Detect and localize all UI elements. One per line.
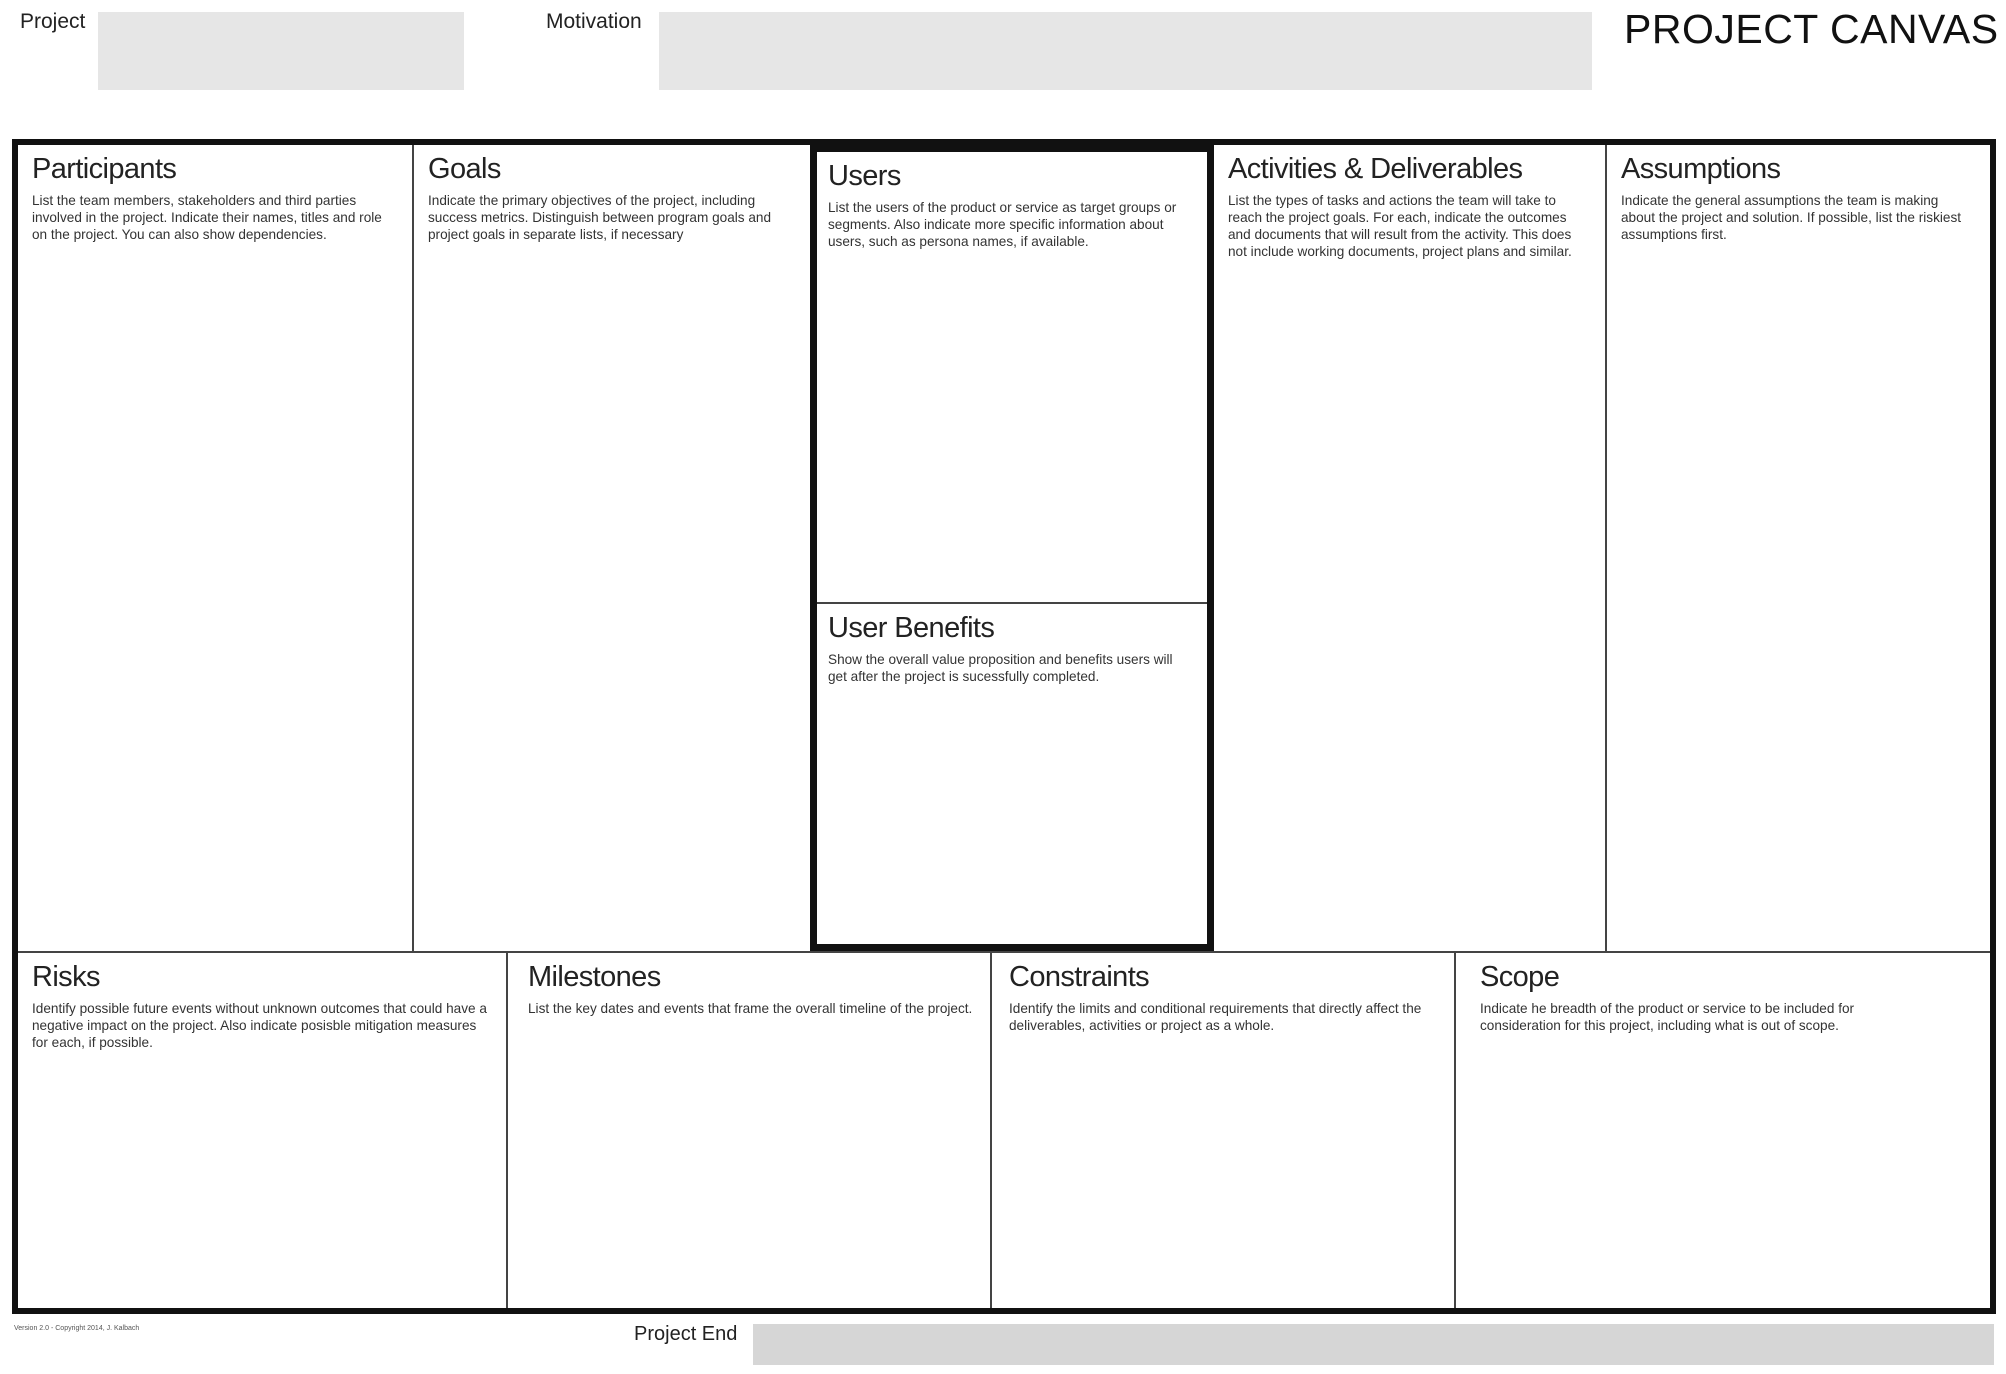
participants-section [18,145,414,951]
risks-notes[interactable] [32,1063,492,1294]
risks-title: Risks [32,961,100,993]
motivation-input[interactable] [659,12,1592,90]
project-canvas-grid [12,139,1996,1314]
goals-section [414,145,810,951]
user-benefits-section [817,604,1207,944]
users-notes[interactable] [831,252,1193,588]
scope-section [1456,951,1990,1308]
users-title: Users [828,160,901,192]
assumptions-section [1607,145,1990,951]
scope-description: Indicate he breadth of the product or service to be included for consideration for this project, including what is out of scope. [1480,1001,1855,1034]
project-end-label: Project End [634,1323,738,1345]
assumptions-notes[interactable] [1621,295,1976,937]
user-benefits-description: Show the overall value proposition and benefits users will get after the project is sucessfully completed. [828,652,1173,685]
goals-description: Indicate the primary objectives of the project, including success metrics. Distinguish between program goals and project goals in separate lists, if necessary [428,193,772,243]
constraints-section [992,951,1456,1308]
user-benefits-title: User Benefits [828,612,995,644]
milestones-section [508,951,992,1308]
participants-title: Participants [32,153,177,185]
constraints-description: Identify the limits and conditional requirements that directly affect the deliverables, activities or project as a whole. [1009,1001,1422,1034]
milestones-title: Milestones [528,961,661,993]
scope-notes[interactable] [1470,1063,1976,1294]
risks-section [18,951,508,1308]
users-description: List the users of the product or service as target groups or segments. Also indicate more specific information about users, such as persona names, if available. [828,200,1177,250]
constraints-notes[interactable] [1006,1063,1440,1294]
project-label: Project [20,10,86,33]
version-copyright: Version 2.0 - Copyright 2014, J. Kalbach [14,1325,140,1332]
risks-description: Identify possible future events without unknown outcomes that could have a negative impact on the project. Also indicate posisble mitigation measures for each, if possible. [32,1001,487,1051]
activities-notes[interactable] [1228,295,1591,937]
users-section [817,152,1207,604]
milestones-notes[interactable] [522,1063,976,1294]
goals-title: Goals [428,153,501,185]
activities-description: List the types of tasks and actions the team will take to reach the project goals. For each, indicate the outcomes and documents that will result from the activity. This does not include working documents, project plans and similar. [1228,193,1572,260]
motivation-label: Motivation [546,10,642,33]
scope-title: Scope [1480,961,1560,993]
participants-notes[interactable] [32,295,398,937]
activities-title: Activities & Deliverables [1228,153,1523,185]
users-group [810,145,1214,951]
assumptions-description: Indicate the general assumptions the team is making about the project and solution. If possible, list the riskiest assumptions first. [1621,193,1962,243]
goals-notes[interactable] [428,295,796,937]
activities-section [1214,145,1607,951]
page-title: PROJECT CANVAS [1624,6,1999,52]
assumptions-title: Assumptions [1621,153,1781,185]
project-end-input[interactable] [753,1324,1994,1365]
user-benefits-notes[interactable] [831,688,1193,930]
milestones-description: List the key dates and events that frame the overall timeline of the project. [528,1001,973,1017]
project-input[interactable] [98,12,464,90]
participants-description: List the team members, stakeholders and third parties involved in the project. Indicate their names, titles and role on the project. You can also show dependencies. [32,193,382,243]
constraints-title: Constraints [1009,961,1150,993]
